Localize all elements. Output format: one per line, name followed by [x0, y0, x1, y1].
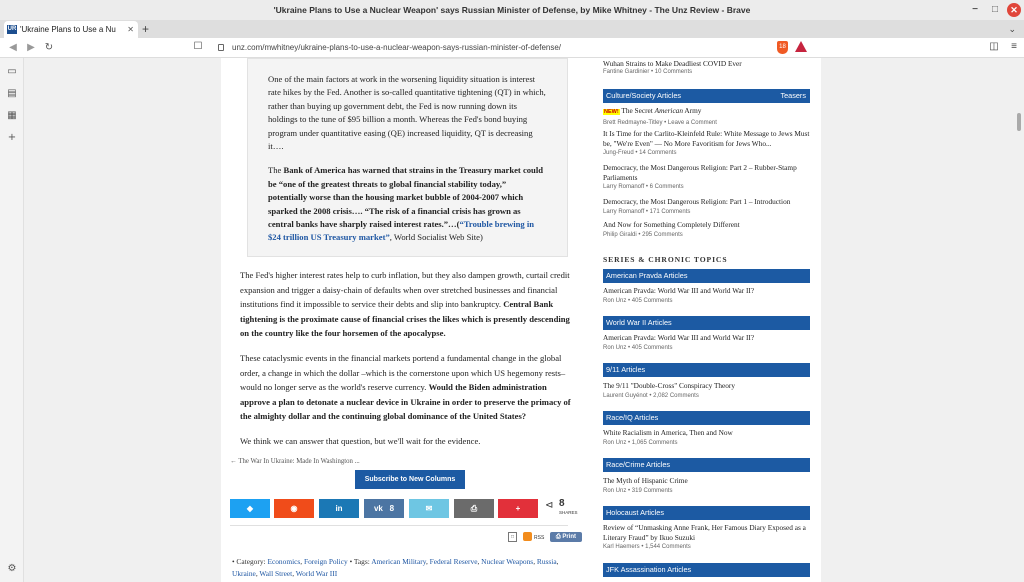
body-text: The Fed's higher interest rates help to curb inflation, but they also dampen growth, curtail credit expansion and trigger a daisy-chain of defaults when over stretched businesses and financial institutions find it impossible to service their debts and slip into bankruptcy. [240, 270, 570, 310]
title-emphasis: American [654, 106, 683, 115]
body-paragraph [240, 351, 578, 424]
teasers-link[interactable]: Teasers [780, 91, 806, 100]
title-text: The Secret [621, 106, 655, 115]
article-link[interactable]: It Is Time for the Carlito-Kleinfeld Rule: White Message to Jews Must be, "We're Even" — No More Favoritism for Jews Who... [603, 129, 810, 148]
vk-share-button[interactable]: vk 8 [364, 499, 404, 518]
previous-article-link[interactable]: ← The War In Ukraine: Made In Washington ... [230, 458, 360, 465]
tag-link[interactable]: American Military [371, 557, 426, 566]
body-bold-text: Central Bank tightening is the proximate cause of financial crises the likes which is presently descending on the country like the four horsemen of the apocalypse. [240, 299, 570, 339]
tag-link[interactable]: Wall Street [259, 569, 293, 579]
article-meta: Larry Romanoff • 6 Comments [603, 184, 684, 191]
close-window-icon[interactable]: ✕ [1007, 3, 1021, 17]
article-meta: Ron Unz • 319 Comments [603, 487, 673, 494]
list-item [603, 220, 815, 240]
print-share-button[interactable]: ⎙ [454, 499, 494, 518]
right-sidebar [597, 58, 821, 582]
tab-bar [0, 20, 1024, 38]
category-link[interactable]: Foreign Policy [303, 557, 348, 566]
share-count-number: 8 [559, 498, 565, 509]
article-link[interactable]: White Racialism in America, Then and Now [603, 428, 733, 437]
series-section-header[interactable]: Race/IQ Articles [603, 411, 810, 425]
brave-shield-icon[interactable]: 18 [777, 41, 788, 54]
article-meta: Brett Redmayne-Titley • Leave a Comment [603, 119, 717, 126]
list-item [603, 286, 815, 306]
minimize-icon[interactable]: − [972, 4, 978, 15]
article-meta: Philip Giraldi • 295 Comments [603, 231, 683, 238]
article-meta: Ron Unz • 405 Comments [603, 297, 673, 304]
article-meta: Ron Unz • 405 Comments [603, 344, 673, 351]
linkedin-share-button[interactable]: in [319, 499, 359, 518]
section-title: Culture/Society Articles [606, 91, 682, 100]
browser-toolbar [0, 38, 1024, 58]
brave-rewards-icon[interactable] [795, 41, 807, 52]
quote-text: The [268, 165, 284, 176]
article-meta: Ron Unz • 1,065 Comments [603, 439, 678, 446]
series-section-header[interactable]: American Pravda Articles [603, 269, 810, 283]
body-paragraph [240, 268, 578, 341]
lock-icon [218, 44, 224, 51]
list-item [603, 428, 815, 448]
series-section-header[interactable]: Race/Crime Articles [603, 458, 810, 472]
web-page [24, 58, 1024, 582]
window-title: 'Ukraine Plans to Use a Nuclear Weapon' says Russian Minister of Defense, by Mike Whitney - The Unz Review - Brave [273, 5, 751, 15]
article-link[interactable]: And Now for Something Completely Different [603, 220, 740, 229]
article-meta: Fantine Gardinier • 10 Comments [603, 69, 693, 75]
vk-share-count: 8 [389, 504, 395, 513]
tab-close-icon[interactable]: ✕ [127, 25, 134, 34]
article-link[interactable]: American Pravda: World War III and World War II? [603, 333, 755, 342]
article-meta: Jung-Freud • 14 Comments [603, 150, 677, 157]
tag-link[interactable]: Ukraine [232, 569, 256, 579]
print-label: Print [562, 534, 577, 540]
subscribe-button[interactable]: Subscribe to New Columns [355, 470, 465, 489]
article-meta: Laurent Guyénot • 2,082 Comments [603, 392, 699, 399]
window-titlebar [0, 0, 1024, 20]
article-link[interactable]: American Pravda: World War III and World War II? [603, 286, 755, 295]
browser-tab[interactable] [4, 21, 138, 38]
list-item [603, 129, 815, 159]
share-icon: ⊲ [545, 500, 554, 511]
tag-link[interactable]: Nuclear Weapons [481, 557, 534, 566]
list-item [603, 381, 815, 401]
article-link[interactable]: Democracy, the Most Dangerous Religion: Part 1 – Introduction [603, 197, 791, 206]
article-link[interactable]: The Myth of Hispanic Crime [603, 476, 688, 485]
add-sidebar-item-icon[interactable]: + [7, 132, 17, 143]
quote-paragraph: One of the main factors at work in the worsening liquidity situation is interest rate hikes by the Fed. Another is so-called quantitative tightening (QT) in which, rather than buying up government debt, the Fed is now running down its holdings to the tune of $95 billion a month. Whereas the Fed's bond buying program under quantitative easing (QE) increased liquidity, QT is decreasing it…. [268, 74, 546, 152]
bookmark-icon[interactable]: ☐ [193, 41, 203, 52]
tag-link[interactable]: Federal Reserve [429, 557, 478, 566]
reload-icon[interactable]: ↻ [44, 42, 54, 53]
series-section-header[interactable]: JFK Assassination Articles [603, 563, 810, 577]
article-link[interactable] [603, 106, 815, 118]
sidebar-toggle-icon[interactable]: ◫ [989, 41, 999, 52]
rss-icon[interactable] [523, 532, 532, 541]
scrollbar-thumb[interactable] [1017, 113, 1021, 131]
article-categories-tags: • Category: Economics, Foreign Policy • Tags: American Military, Federal Reserve, Nuclear Weapons, Russia, Ukraine, Wall Street, World War III [232, 557, 559, 579]
list-item [603, 59, 815, 75]
list-item [603, 197, 815, 217]
series-section-header[interactable]: 9/11 Articles [603, 363, 810, 377]
quote-bold-text: Bank of America has warned that strains in the Treasury market could be “one of the greatest threats to global financial stability today,” potentially worse than the housing market bubble of 2004-2007 which sparked the 2008 crisis…. “The risk of a financial crisis has grown as central banks have sharply raised interest rates.”…( [268, 165, 544, 230]
unz-favicon-icon: UR [7, 26, 17, 32]
reddit-share-button[interactable]: ◉ [274, 499, 314, 518]
page-scrollbar[interactable] [1014, 58, 1024, 582]
body-paragraph: We think we can answer that question, but we'll wait for the evidence. [240, 435, 481, 446]
article-body [240, 268, 578, 459]
divider [230, 525, 568, 526]
article-column [221, 58, 597, 582]
shares-label: SHARES [559, 510, 578, 515]
rss-label[interactable]: RSS [534, 535, 545, 541]
bookmarks-icon[interactable]: ▤ [7, 88, 17, 99]
new-tab-icon[interactable]: + [142, 22, 150, 36]
forward-icon[interactable]: ▶ [27, 42, 35, 53]
category-link[interactable]: Economics [267, 557, 301, 566]
article-link[interactable]: Review of “Unmasking Anne Frank, Her Famous Diary Exposed as a Literary Fraud” by Ikuo Suzuki [603, 523, 806, 542]
body-bold-text: Would the Biden administration approve a plan to detonate a nuclear device in Ukraine in order to preserve the primacy of the almighty dollar and the continuing global dominance of the United States? [240, 382, 571, 422]
series-section-header[interactable]: Holocaust Articles [603, 506, 810, 520]
list-item [603, 523, 815, 553]
twitter-share-button[interactable]: ◆ [230, 499, 270, 518]
article-blockquote [247, 58, 568, 257]
sidebar-settings-gear-icon[interactable]: ⚙ [7, 563, 17, 574]
address-bar[interactable] [212, 40, 772, 56]
back-icon[interactable]: ◀ [9, 42, 17, 53]
series-section-header[interactable]: World War II Articles [603, 316, 810, 330]
article-meta: Larry Romanoff • 171 Comments [603, 208, 691, 215]
pdf-icon[interactable]: □ [508, 532, 517, 542]
category-prefix: • Category: [232, 557, 268, 566]
list-item [603, 333, 815, 353]
article-link[interactable]: The 9/11 "Double-Cross" Conspiracy Theory [603, 381, 736, 390]
article-link[interactable]: Wuhan Strains to Make Deadliest COVID Ever [603, 59, 742, 68]
body-text: These cataclysmic events in the financial markets portend a fundamental change in the global order, a change in which the dollar –which is the cornerstone upon which US hegemony rests– would no longer serve as the world's reserve currency. [240, 352, 566, 393]
quote-source-link[interactable]: “Trouble brewing in $24 trillion US Treasury market” [268, 219, 535, 243]
video-icon[interactable]: ▭ [7, 66, 17, 77]
maximize-icon[interactable]: □ [991, 4, 999, 15]
menu-icon[interactable]: ≡ [1011, 41, 1017, 52]
list-item [603, 476, 815, 496]
tags-prefix: • Tags: [347, 557, 372, 566]
title-text: Army [682, 106, 702, 115]
browser-sidebar [0, 58, 24, 582]
article-meta: Karl Haemers • 1,544 Comments [603, 544, 691, 551]
email-share-button[interactable]: ✉ [409, 499, 449, 518]
tab-list-chevron-icon[interactable]: ⌄ [1008, 24, 1016, 34]
reading-list-icon[interactable]: ▦ [7, 110, 17, 121]
print-button[interactable]: ⎙ Print [550, 532, 582, 542]
quote-source-tail: , World Socialist Web Site) [389, 232, 483, 243]
series-section-title: SERIES & CHRONIC TOPICS [603, 255, 728, 264]
more-share-button[interactable]: + [498, 499, 538, 518]
new-badge: NEW! [604, 109, 619, 115]
list-item [603, 163, 815, 193]
tab-label: 'Ukraine Plans to Use a Nu [20, 25, 116, 34]
tag-link[interactable]: World War III [295, 569, 338, 579]
article-link[interactable]: Democracy, the Most Dangerous Religion: Part 2 – Rubber-Stamp Parliaments [603, 163, 797, 182]
url-text: unz.com/mwhitney/ukraine-plans-to-use-a-nuclear-weapon-says-russian-minister-of-defense/ [232, 43, 562, 52]
tag-link[interactable]: Russia [536, 557, 557, 566]
culture-section-header[interactable] [603, 89, 810, 103]
list-item [603, 106, 815, 128]
quote-paragraph [268, 164, 547, 244]
